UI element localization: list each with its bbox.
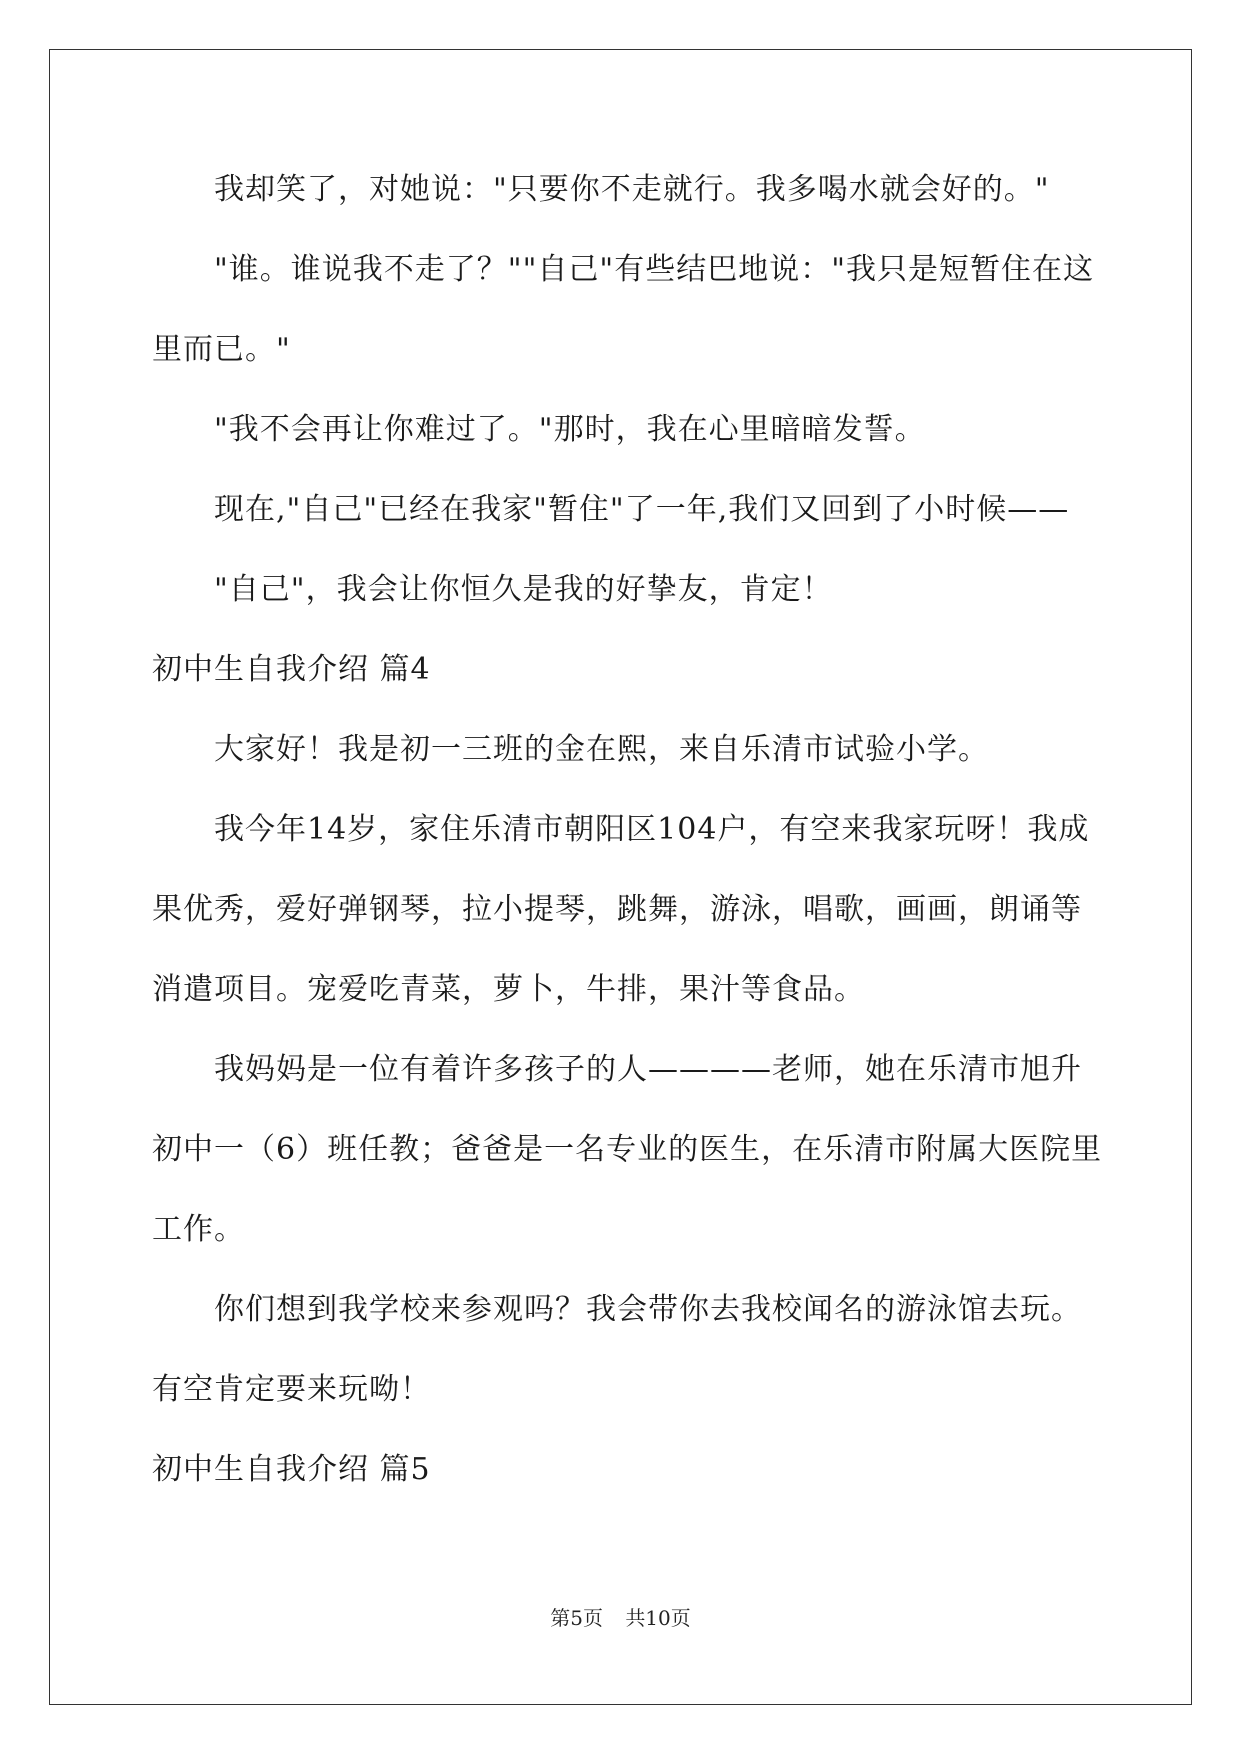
paragraph-line: 消遣项目。宠爱吃青菜，萝卜，牛排，果汁等食品。 [152, 972, 865, 1007]
paragraph-line: 有空肯定要来玩呦！ [152, 1372, 431, 1407]
paragraph-line: 果优秀，爱好弹钢琴，拉小提琴，跳舞，游泳，唱歌，画画，朗诵等 [152, 892, 1082, 927]
section-heading: 初中生自我介绍 篇4 [152, 652, 431, 687]
paragraph-line: 你们想到我学校来参观吗？我会带你去我校闻名的游泳馆去玩。 [214, 1292, 1082, 1327]
paragraph-line: "我不会再让你难过了。"那时，我在心里暗暗发誓。 [214, 412, 926, 447]
paragraph-line: 我妈妈是一位有着许多孩子的人————老师，她在乐清市旭升 [214, 1052, 1082, 1087]
paragraph-line: "自己"，我会让你恒久是我的好挚友，肯定！ [214, 572, 833, 607]
page-total: 共10页 [625, 1606, 691, 1630]
paragraph-line: "谁。谁说我不走了？""自己"有些结巴地说："我只是短暂住在这 [214, 252, 1094, 287]
paragraph-line: 我却笑了，对她说："只要你不走就行。我多喝水就会好的。" [214, 172, 1050, 207]
section-heading: 初中生自我介绍 篇5 [152, 1452, 431, 1487]
paragraph-line: 大家好！我是初一三班的金在熙，来自乐清市试验小学。 [214, 732, 989, 767]
paragraph-line: 里而已。" [152, 332, 291, 367]
page-number: 第5页 [550, 1606, 603, 1630]
paragraph-line: 工作。 [152, 1212, 245, 1247]
paragraph-line: 我今年14岁，家住乐清市朝阳区104户，有空来我家玩呀！我成 [214, 812, 1090, 847]
paragraph-line: 现在,"自己"已经在我家"暂住"了一年,我们又回到了小时候—— [214, 492, 1070, 527]
paragraph-line: 初中一（6）班任教；爸爸是一名专业的医生，在乐清市附属大医院里 [152, 1132, 1103, 1167]
page-footer [0, 1604, 1241, 1632]
